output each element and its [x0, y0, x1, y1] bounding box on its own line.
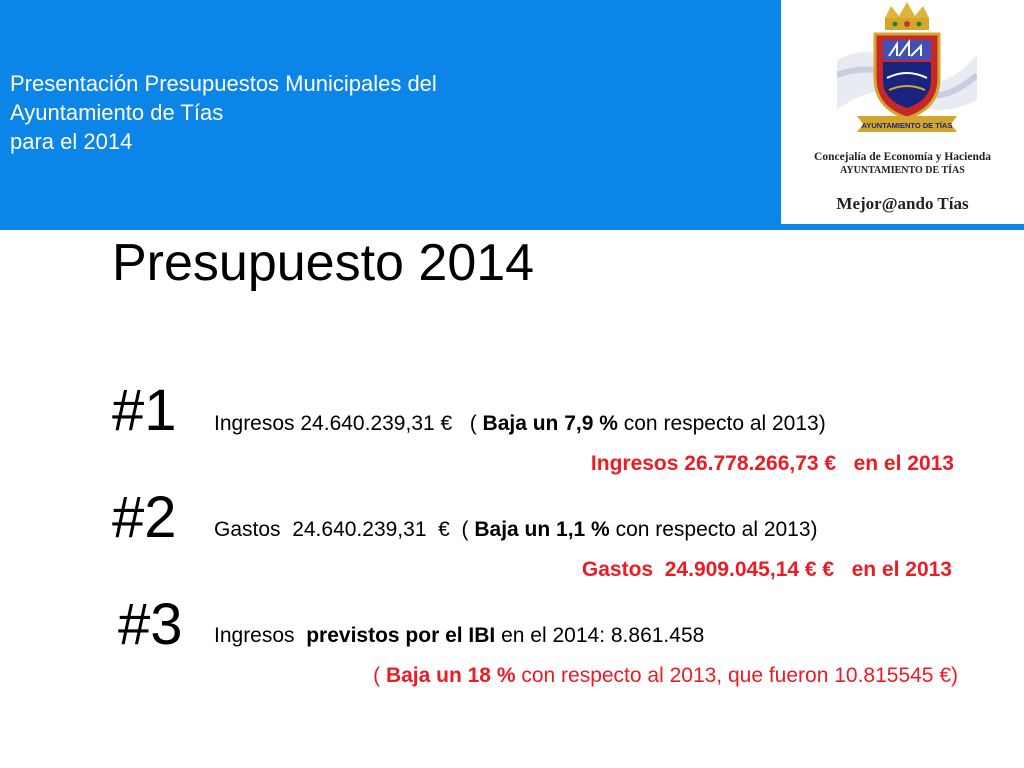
presentation-title	[10, 69, 650, 156]
item-3-summary-tail: en el 2014: 8.861.458	[495, 624, 705, 647]
item-3-note-tail: con respecto al 2013, que fueron 10.815545 €)	[515, 664, 958, 687]
item-1-comparison: Ingresos 26.778.266,73 € en el 2013	[590, 452, 954, 475]
item-3-ibi-label: previstos por el IBI	[306, 624, 496, 647]
item-1-summary-text: Ingresos 24.640.239,31 € (	[214, 412, 483, 435]
crest-banner-label: AYUNTAMIENTO DE TÍAS	[861, 121, 953, 130]
department-name: Concejalía de Economía y Hacienda	[814, 151, 991, 163]
title-line: Ayuntamiento de Tías	[10, 100, 224, 125]
council-logo-box	[781, 0, 1024, 224]
council-crest-logo	[837, 0, 977, 138]
item-2-summary	[214, 517, 818, 543]
item-number-3: #3	[118, 592, 183, 657]
item-1-change: Baja un 7,9 %	[482, 412, 618, 435]
item-number-1: #1	[112, 378, 177, 443]
slogan: Mejor@ando Tías	[836, 194, 969, 213]
item-2-summary-tail: con respecto al 2013)	[609, 518, 818, 541]
title-line: para el 2014	[10, 129, 133, 154]
title-line: Presentación Presupuestos Municipales del	[10, 71, 437, 96]
item-3-note	[160, 663, 958, 689]
item-1-summary	[214, 411, 826, 437]
item-3-change: Baja un 18 %	[385, 664, 516, 687]
item-2-comparison: Gastos 24.909.045,14 € € en el 2013	[581, 558, 952, 581]
page-title: Presupuesto 2014	[112, 234, 535, 292]
item-3-summary-text: Ingresos	[214, 624, 307, 647]
item-3-summary	[214, 623, 704, 649]
item-2-summary-text: Gastos 24.640.239,31 € (	[214, 518, 475, 541]
item-1-summary-tail: con respecto al 2013)	[617, 412, 826, 435]
item-number-2: #2	[112, 485, 177, 550]
council-name: AYUNTAMIENTO DE TÍAS	[840, 165, 965, 176]
item-3-note-open: (	[373, 664, 386, 687]
item-2-change: Baja un 1,1 %	[474, 518, 610, 541]
